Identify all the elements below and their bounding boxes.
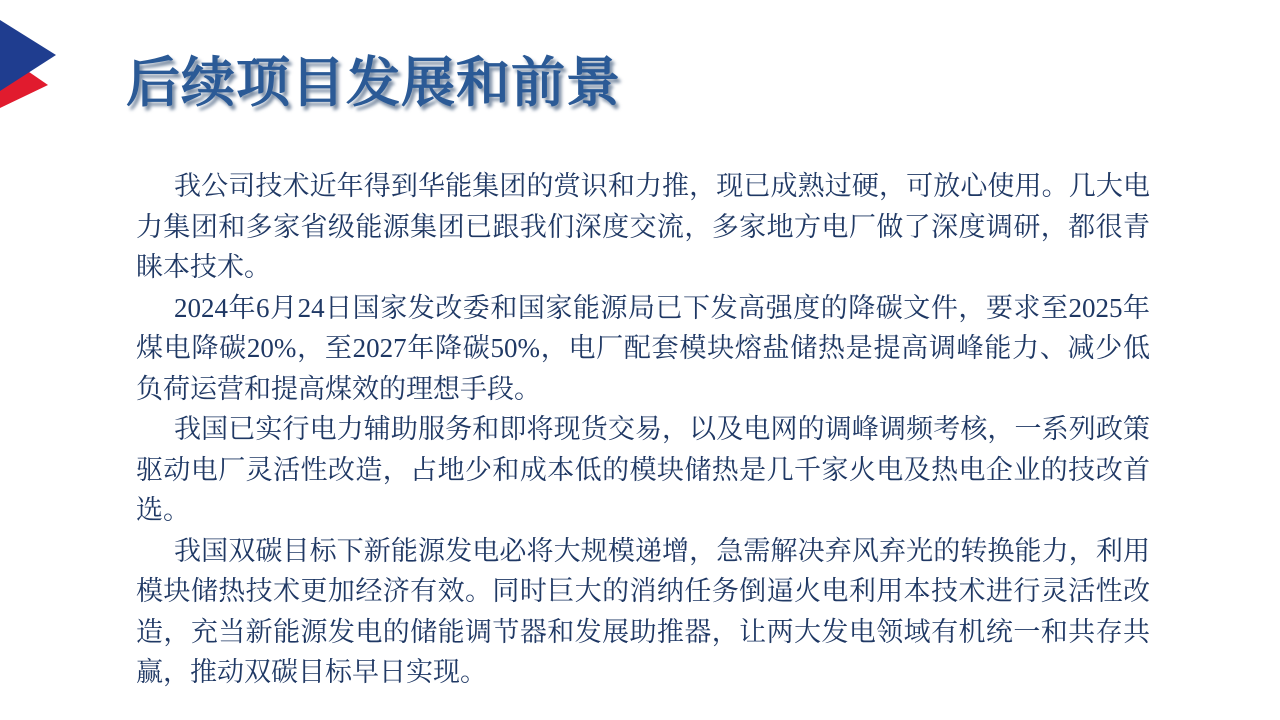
arrow-decoration (0, 0, 60, 112)
slide-title: 后续项目发展和前景 (126, 53, 621, 113)
body-text-block (136, 166, 1150, 693)
paragraph-power-market: 我国已实行电力辅助服务和即将现货交易，以及电网的调峰调频考核，一系列政策驱动电厂灵活性改造，占地少和成本低的模块储热是几千家火电及热电企业的技改首选。 (136, 414, 1150, 525)
paragraph-company-tech: 我公司技术近年得到华能集团的赏识和力推，现已成熟过硬，可放心使用。几大电力集团和多家省级能源集团已跟我们深度交流，多家地方电厂做了深度调研，都很青睐本技术。 (136, 171, 1150, 282)
paragraph-policy-2024: 2024年6月24日国家发改委和国家能源局已下发高强度的降碳文件，要求至2025年煤电降碳20%，至2027年降碳50%，电厂配套模块熔盐储热是提高调峰能力、减少低负荷运营和提高煤效的理想手段。 (136, 292, 1150, 404)
paragraph-dual-carbon: 我国双碳目标下新能源发电必将大规模递增，急需解决弃风弃光的转换能力，利用模块储热技术更加经济有效。同时巨大的消纳任务倒逼火电利用本技术进行灵活性改造，充当新能源发电的储能调节器和发展助推器，让两大发电领域有机统一和共存共赢，推动双碳目标早日实现。 (136, 535, 1150, 687)
